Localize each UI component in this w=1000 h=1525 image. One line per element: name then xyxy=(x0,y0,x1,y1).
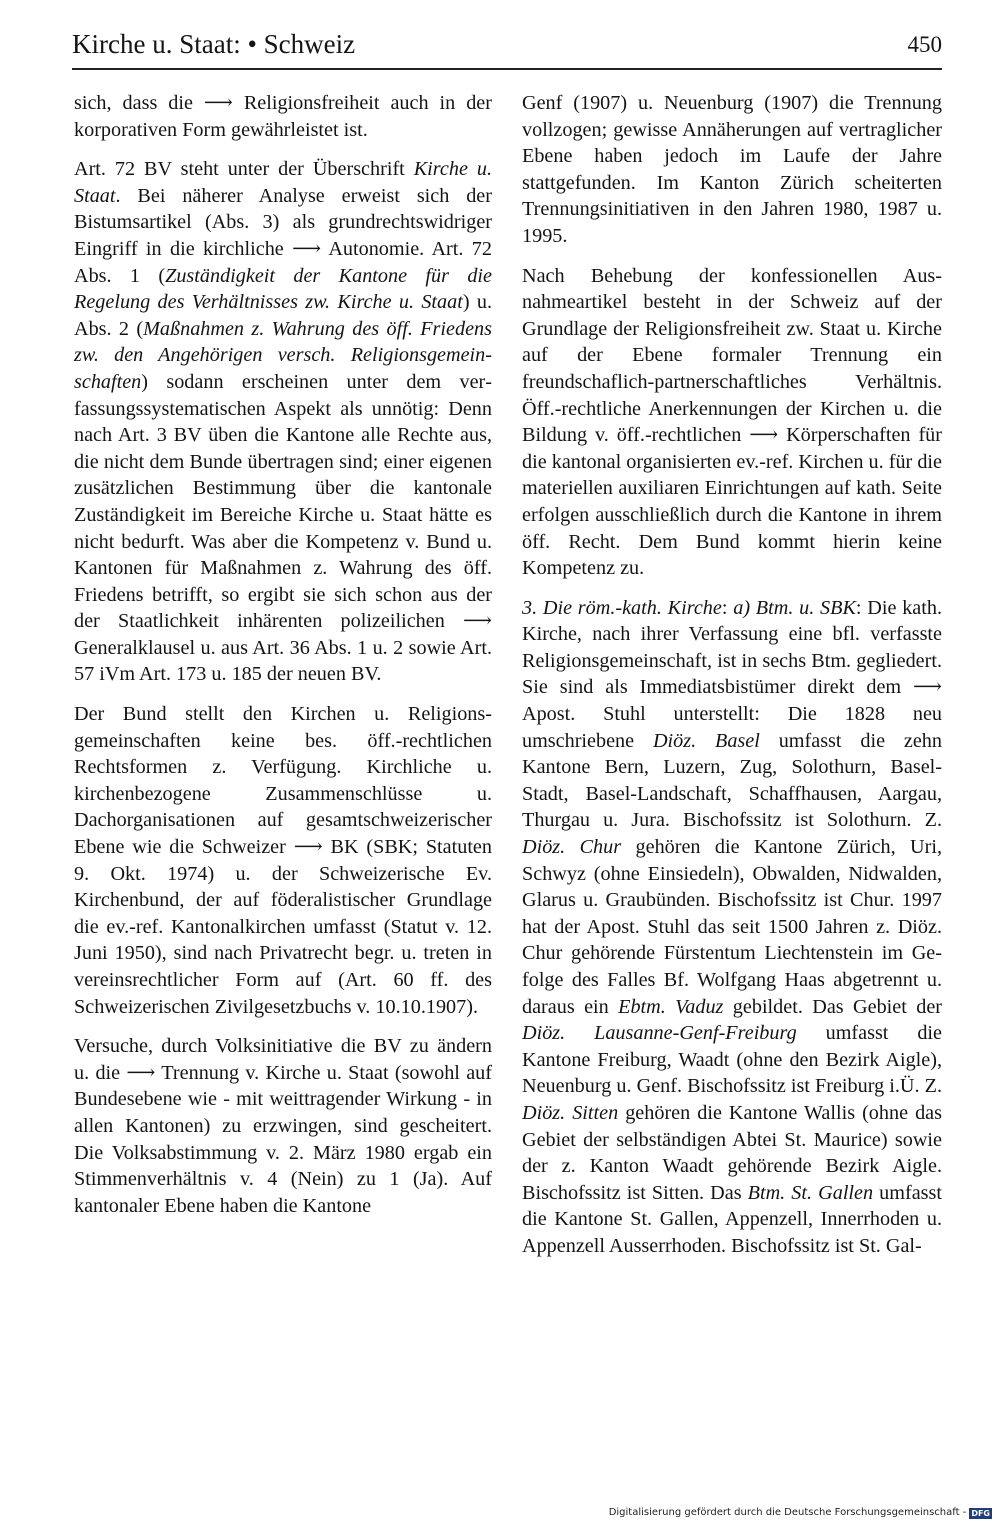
text-run: : Die kath. Kirche, nach ihrer Verfassung eine bfl. verfasste Religionsgemeinschaft, ist in sechs Btm. gegliedert. Sie sind als Immediatsbistümer direkt dem ⟶ Apost. Stuhl unterstellt: Die 1828 neu umschriebene xyxy=(522,596,942,752)
text-run: ) sodann erscheinen unter dem verfassungssystematischen Aspekt als unnötig: Denn nach Art. 3 BV üben die Kantone alle Rechte aus, die nicht dem Bunde übertragen sind; einer eigenen zusätzlichen Bestimmung über die kantonale Zuständigkeit im Bereiche Kirche u. Staat hätte es nicht bedurft. Was aber die Kompetenz v. Bund u. Kantonen für Maßnahmen z. Wahrung des öff. Friedens betrifft, so ergibt sie sich schon aus der der Staatlichkeit inhärenten polizeilichen ⟶ Generalklausel u. aus Art. 36 Abs. 1 u. 2 sowie Art. 57 iVm Art. 173 u. 185 der neuen BV. xyxy=(74,370,492,686)
text-run: . Bei näherer Analyse erweist sich der Bistumsartikel (Abs. 3) als grundrechtswidriger Eingriff in die kirchliche ⟶ Autonomie. Art. 72 Abs. 1 ( xyxy=(74,184,492,287)
text-run: gehören die Kantone Zürich, Uri, Schwyz (ohne Einsiedeln), Obwalden, Nidwalden, Glarus u. Graubünden. Bischofssitz ist Chur. 1997 hat der Apost. Stuhl das seit 1500 Jahren z. Diöz. Chur gehörende Fürstentum Liechtenstein im Gefolge des Falles Bf. Wolfgang Haas abgetrennt u. daraus ein xyxy=(522,836,942,1018)
right-paragraph-3 xyxy=(522,595,942,1260)
italic-run: Kirche u. Staat xyxy=(74,158,492,207)
subsection-heading: a) Btm. u. SBK xyxy=(733,596,856,619)
text-run: gehören die Kantone Wallis (ohne das Gebiet der selbständigen Abtei St. Maurice) sowie der z. Kanton Waadt gehörende Bezirk Aigle. Bischofssitz ist Sitten. Das xyxy=(522,1101,942,1204)
running-title: Kirche u. Staat: • Schweiz xyxy=(72,29,356,59)
left-paragraph-3: Der Bund stellt den Kirchen u. Religionsgemeinschaften keine bes. öff.-rechtlichen Rechtsformen z. Verfügung. Kirchliche u. kirchenbezogene Zusammenschlüsse u. Dachorganisationen auf gesamtschweizerischer Ebene wie die Schweizer ⟶ BK (SBK; Statuten 9. Okt. 1974) u. der Schweizerische Ev. Kirchenbund, der auf föderalistischer Grundlage die ev.-ref. Kantonalkirchen umfasst (Statut v. 12. Juni 1950), sind nach Privatrecht begr. u. treten in vereinsrechtlicher Form auf (Art. 60 ff. des Schweizerischen Zivilgesetzbuchs v. 10.10.1907). xyxy=(74,703,492,1018)
right-column xyxy=(522,90,942,1260)
text-run: umfasst die Kantone St. Gallen, Appenzell, Innerrhoden u. Appenzell Ausserrhoden. Bischofssitz ist St. Gal- xyxy=(522,1181,942,1257)
italic-run: Diöz. Lausanne-Genf-Freiburg xyxy=(522,1022,797,1045)
text-run: ) u. Abs. 2 ( xyxy=(74,291,492,340)
left-paragraph-4: Versuche, durch Volksinitiative die BV zu ändern u. die ⟶ Trennung v. Kirche u. Staat (sowohl auf Bundesebene wie - mit weittragender Wirkung - in allen Kantonen) zu erzwingen, sind gescheitert. Die Volksabstimmung v. 2. März 1980 ergab ein Stimmenverhältnis v. 4 (Nein) zu 1 (Ja). Auf kantonaler Ebene haben die Kantone xyxy=(74,1035,492,1217)
page-number: 450 xyxy=(907,32,942,57)
italic-run: Diöz. Basel xyxy=(652,729,760,752)
dfg-logo: DFG xyxy=(971,1508,990,1518)
right-paragraph-1: Genf (1907) u. Neuenburg (1907) die Trennung vollzogen; gewisse Annäherungen auf vertraglicher Ebene haben jedoch im Laufe der Jahre stattgefunden. Im Kanton Zürich scheiterten Trennungsinitiativen in den Jahren 1980, 1987 u. 1995. xyxy=(522,92,942,247)
left-column xyxy=(74,90,492,1219)
right-paragraph-2: Nach Behebung der konfessionellen Ausnahmeartikel besteht in der Schweiz auf der Grundlage der Religionsfreiheit zw. Staat u. Kirche auf der Ebene formaler Trennung ein freundschaflich-partnerschaftliches Verhältnis. Öff.-rechtliche Anerkennungen der Kirchen u. die Bildung v. öff.-rechtlichen ⟶ Körperschaften für die kantonal organisierten ev.-ref. Kirchen u. für die materiellen auxiliaren Einrichtungen auf kath. Seite erfolgen ausschließlich durch die Kantone in ihrem öff. Recht. Dem Bund kommt hierin keine Kompetenz zu. xyxy=(522,264,942,580)
text-run: umfasst die Kantone Freiburg, Waadt (ohne den Bezirk Aigle), Neuenburg u. Genf. Bischofssitz ist Freiburg i.Ü. Z. xyxy=(522,1022,942,1098)
italic-run: Zuständigkeit der Kantone für die Regelung des Verhältnisses zw. Kirche u. Staat xyxy=(74,264,492,314)
left-paragraph-2 xyxy=(74,156,492,688)
section-heading: 3. Die röm.-kath. Kirche xyxy=(522,596,722,619)
text-run: : xyxy=(721,596,734,619)
page-header xyxy=(72,28,942,70)
italic-run: Maßnahmen z. Wahrung des öff. Friedens zw. den Angehörigen versch. Religionsgemeinschaften xyxy=(74,317,492,393)
italic-run: Diöz. Chur xyxy=(522,836,622,859)
digitization-footer xyxy=(609,1506,992,1520)
italic-run: Diöz. Sitten xyxy=(522,1101,619,1124)
left-paragraph-1: sich, dass die ⟶ Religionsfreiheit auch in der korporativen Form gewährleistet ist. xyxy=(74,92,492,141)
italic-run: Btm. St. Gallen xyxy=(747,1181,874,1204)
text-run: Art. 72 BV steht unter der Überschrift xyxy=(74,158,414,181)
funding-note: Digitalisierung gefördert durch die Deutsche Forschungsgemeinschaft - xyxy=(608,1507,967,1518)
italic-run: Ebtm. Vaduz xyxy=(618,995,724,1018)
text-run: gebildet. Das Gebiet der xyxy=(723,995,942,1018)
text-run: umfasst die zehn Kantone Bern, Luzern, Zug, Solothurn, Basel-Stadt, Basel-Landschaft, Schaffhausen, Aargau, Thurgau u. Jura. Bischofssitz ist Solothurn. Z. xyxy=(522,729,942,832)
